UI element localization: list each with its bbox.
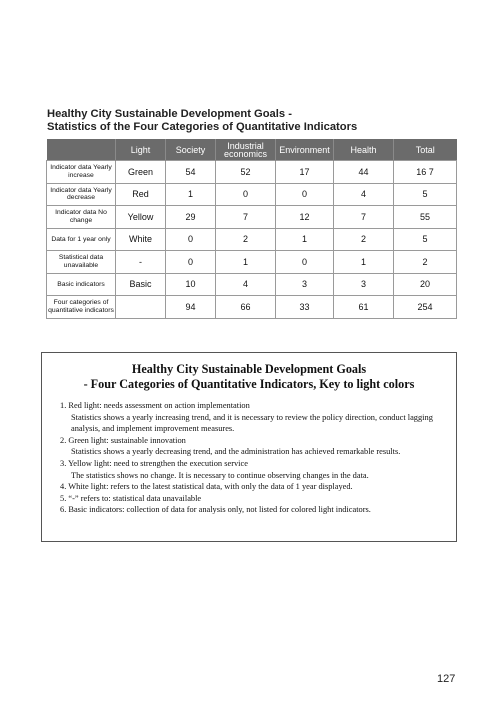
key-item <box>60 458 450 481</box>
key-item <box>60 481 450 493</box>
key-item-heading: 2. Green light: sustainable innovation <box>60 435 186 445</box>
table-row <box>47 273 457 296</box>
key-item-heading: 6. Basic indicators: collection of data for analysis only, not listed for colored light indicators. <box>60 505 371 515</box>
key-item <box>60 435 450 458</box>
value-cell: 4 <box>216 273 276 296</box>
value-cell: 3 <box>276 273 334 296</box>
key-item-heading: 3. Yellow light: need to strengthen the execution service <box>60 458 248 468</box>
value-cell: 94 <box>166 296 216 319</box>
light-color-key-box <box>41 352 457 542</box>
header-cell: Health <box>334 139 394 161</box>
row-label: Indicator data No change <box>47 206 116 229</box>
key-item <box>60 400 450 435</box>
indicator-statistics-table <box>46 139 457 319</box>
light-cell: Green <box>116 161 166 184</box>
light-cell <box>116 296 166 319</box>
total-cell: 16 7 <box>394 161 457 184</box>
table-header-row <box>47 139 457 161</box>
table-title <box>47 108 467 134</box>
header-cell <box>47 139 116 161</box>
value-cell: 29 <box>166 206 216 229</box>
table-row <box>47 251 457 274</box>
value-cell: 1 <box>166 183 216 206</box>
value-cell: 2 <box>216 228 276 251</box>
light-cell: White <box>116 228 166 251</box>
table-row <box>47 228 457 251</box>
key-item <box>60 493 450 505</box>
key-item-description: Statistics shows a yearly increasing trend, and it is necessary to review the policy direction, conduct lagging analysis, and implement improvement measures. <box>71 412 433 434</box>
key-title-line-1: Healthy City Sustainable Development Goals <box>131 362 367 376</box>
total-cell: 5 <box>394 183 457 206</box>
table-title-line-1: Healthy City Sustainable Development Goals - <box>47 108 292 120</box>
value-cell: 7 <box>216 206 276 229</box>
key-title-line-2: - Four Categories of Quantitative Indicators, Key to light colors <box>83 377 415 391</box>
total-cell: 5 <box>394 228 457 251</box>
value-cell: 3 <box>334 273 394 296</box>
value-cell: 0 <box>166 228 216 251</box>
row-label: Indicator data Yearly increase <box>47 161 116 184</box>
value-cell: 1 <box>216 251 276 274</box>
key-item <box>60 504 450 516</box>
value-cell: 0 <box>216 183 276 206</box>
row-label: Statistical data unavailable <box>47 251 116 274</box>
value-cell: 12 <box>276 206 334 229</box>
light-cell: Yellow <box>116 206 166 229</box>
value-cell: 10 <box>166 273 216 296</box>
value-cell: 1 <box>334 251 394 274</box>
total-cell: 254 <box>394 296 457 319</box>
total-cell: 20 <box>394 273 457 296</box>
key-item-heading: 1. Red light: needs assessment on action implementation <box>60 401 250 410</box>
table-row <box>47 183 457 206</box>
table-row <box>47 161 457 184</box>
key-item-heading: 4. White light: refers to the latest statistical data, with only the data of 1 year displayed. <box>60 482 353 492</box>
key-list <box>42 400 456 516</box>
header-cell: Total <box>394 139 457 161</box>
table-row <box>47 206 457 229</box>
key-item-description: The statistics shows no change. It is necessary to continue observing changes in the data. <box>71 470 369 480</box>
value-cell: 52 <box>216 161 276 184</box>
table-row <box>47 296 457 319</box>
light-cell: Red <box>116 183 166 206</box>
key-item-heading: 5. “-” refers to: statistical data unavailable <box>60 493 202 503</box>
light-cell: - <box>116 251 166 274</box>
value-cell: 66 <box>216 296 276 319</box>
row-label: Indicator data Yearly decrease <box>47 183 116 206</box>
header-cell: Society <box>166 139 216 161</box>
value-cell: 2 <box>334 228 394 251</box>
value-cell: 54 <box>166 161 216 184</box>
value-cell: 0 <box>276 183 334 206</box>
value-cell: 0 <box>166 251 216 274</box>
value-cell: 33 <box>276 296 334 319</box>
value-cell: 1 <box>276 228 334 251</box>
page-number: 127 <box>437 673 456 685</box>
value-cell: 7 <box>334 206 394 229</box>
value-cell: 4 <box>334 183 394 206</box>
value-cell: 0 <box>276 251 334 274</box>
header-cell: Industrial economics <box>216 139 276 161</box>
table-title-line-2: Statistics of the Four Categories of Quantitative Indicators <box>47 121 358 133</box>
total-cell: 2 <box>394 251 457 274</box>
header-cell: Light <box>116 139 166 161</box>
header-cell: Environment <box>276 139 334 161</box>
row-label: Data for 1 year only <box>47 228 116 251</box>
value-cell: 44 <box>334 161 394 184</box>
value-cell: 61 <box>334 296 394 319</box>
total-cell: 55 <box>394 206 457 229</box>
key-item-description: Statistics shows a yearly decreasing trend, and the administration has achieved remarkable results. <box>71 447 401 457</box>
row-label: Four categories of quantitative indicators <box>47 296 116 319</box>
row-label: Basic indicators <box>47 273 116 296</box>
value-cell: 17 <box>276 161 334 184</box>
light-cell: Basic <box>116 273 166 296</box>
